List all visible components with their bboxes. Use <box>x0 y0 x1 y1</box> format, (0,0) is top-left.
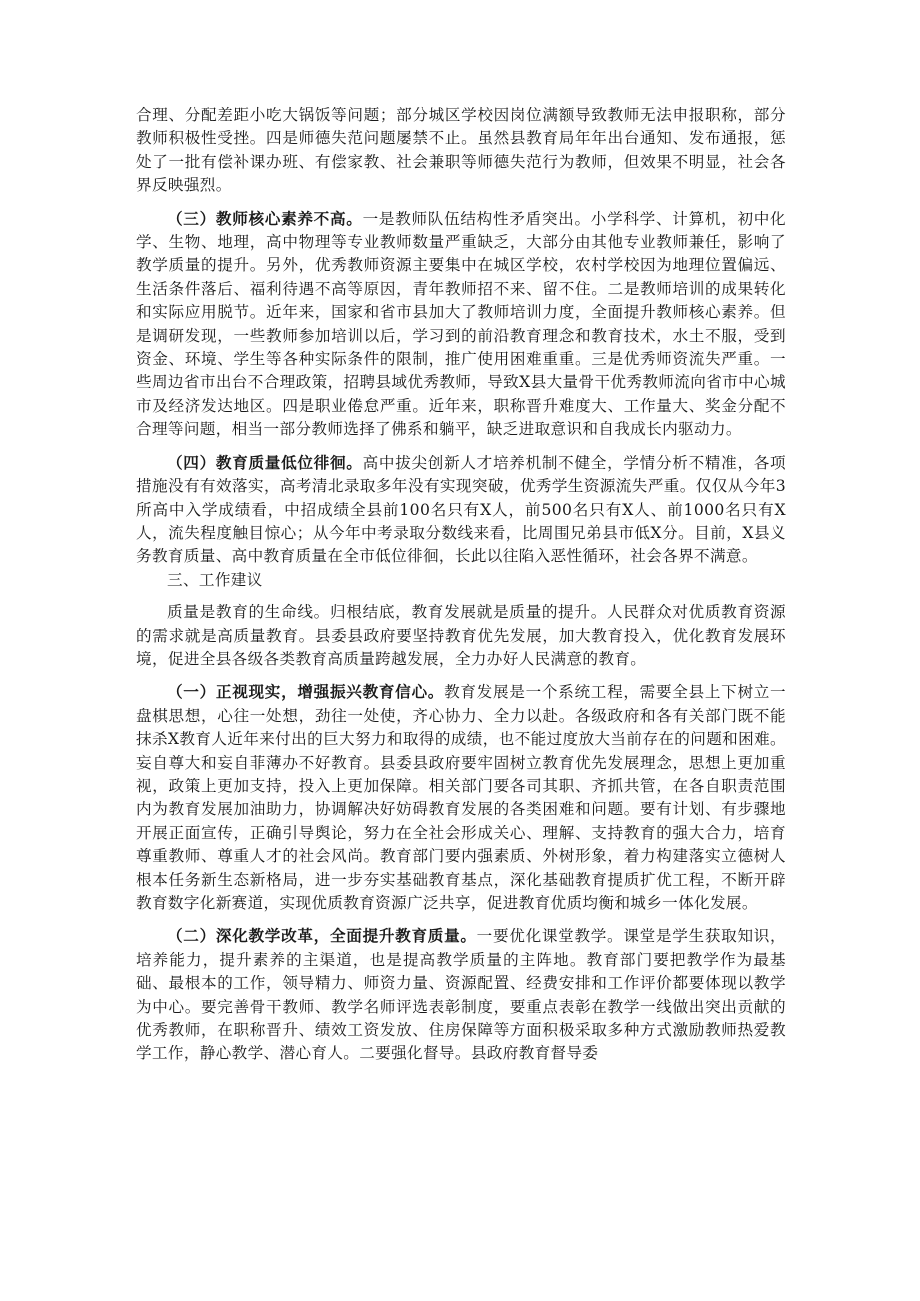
paragraph-education-quality <box>136 451 786 569</box>
subheading-teacher-quality: （三）教师核心素养不高。 <box>167 208 363 228</box>
subheading-teaching-reform: （二）深化教学改革，全面提升教育质量。 <box>167 926 477 946</box>
paragraph-teacher-quality <box>136 207 786 442</box>
document-body <box>136 104 786 1066</box>
paragraph-text: 教育发展是一个系统工程，需要全县上下树立一盘棋思想，心往一处想，劲往一处使，齐心协力、全力以赴。各级政府和各有关部门既不能抹杀X教育人近年来付出的巨大努力和取得的成绩，也不能过度放大当前存在的问题和困难。妄自尊大和妄自菲薄办不好教育。县委县政府要牢固树立教育优先发展理念，思想上更加重视，政策上更加支持，投入上更加保障。相关部门要各司其职、齐抓共管，在各自职责范围内为教育发展加油助力，协调解决好妨碍教育发展的各类困难和问题。要有计划、有步骤地开展正面宣传，正确引导舆论，努力在全社会形成关心、理解、支持教育的强大合力，培育尊重教师、尊重人才的社会风尚。教育部门要内强素质、外树形象，着力构建落实立德树人根本任务新生态新格局，进一步夯实基础教育基点，深化基础教育提质扩优工程，不断开辟教育数字化新赛道，实现优质教育资源广泛共享，促进教育优质均衡和城乡一体化发展。 <box>136 683 786 912</box>
paragraph-face-reality <box>136 680 786 915</box>
subheading-education-quality: （四）教育质量低位徘徊。 <box>167 452 363 472</box>
paragraph-text: 高中拔尖创新人才培养机制不健全，学情分析不精准，各项措施没有有效落实，高考清北录取多年没有实现突破，优秀学生资源流失严重。仅仅从今年3所高中入学成绩看，中招成绩全县前100名只有X人，前500名只有X人、前1000名只有X人，流失程度触目惊心；从今年中考录取分数线来看，比周围兄弟县市低X分。目前，X县义务教育质量、高中教育质量在全市低位徘徊，长此以往陷入恶性循环，社会各界不满意。 <box>136 453 786 566</box>
paragraph-continued: 合理、分配差距小吃大锅饭等问题；部分城区学校因岗位满额导致教师无法申报职称，部分教师积极性受挫。四是师德失范问题屡禁不止。虽然县教育局年年出台通知、发布通报，惩处了一批有偿补课办班、有偿家教、社会兼职等师德失范行为教师，但效果不明显，社会各界反映强烈。 <box>136 106 786 195</box>
paragraph-text: 一是教师队伍结构性矛盾突出。小学科学、计算机，初中化学、生物、地理，高中物理等专业教师数量严重缺乏，大部分由其他专业教师兼任，影响了教学质量的提升。另外，优秀教师资源主要集中在城区学校，农村学校因为地理位置偏远、生活条件落后、福利待遇不高等原因，青年教师招不来、留不住。二是教师培训的成果转化和实际应用脱节。近年来，国家和省市县加大了教师培训力度，全面提升教师核心素养。但是调研发现，一些教师参加培训以后，学习到的前沿教育理念和教育技术，水土不服，受到资金、环境、学生等各种实际条件的限制，推广使用困难重重。三是优秀师资流失严重。一些周边省市出台不合理政策，招聘县域优秀教师，导致X县大量骨干优秀教师流向省市中心城市及经济发达地区。四是职业倦怠严重。近年来，职称晋升难度大、工作量大、奖金分配不合理等问题，相当一部分教师选择了佛系和躺平，缺乏进取意识和自我成长内驱动力。 <box>136 209 786 439</box>
paragraph-teaching-reform <box>136 924 786 1065</box>
paragraph-quality-intro: 质量是教育的生命线。归根结底，教育发展就是质量的提升。人民群众对优质教育资源的需求就是高质量教育。县委县政府要坚持教育优先发展，加大教育投入，优化教育发展环境，促进全县各级各类教育高质量跨越发展，全力办好人民满意的教育。 <box>136 603 786 668</box>
subheading-face-reality: （一）正视现实，增强振兴教育信心。 <box>167 682 445 702</box>
paragraph-text: 一要优化课堂教学。课堂是学生获取知识，培养能力，提升素养的主渠道，也是提高教学质量的主阵地。教育部门要把教学作为最基础、最根本的工作，领导精力、师资力量、资源配置、经费安排和工作评价都要体现以教学为中心。要完善骨干教师、教学名师评选表彰制度，要重点表彰在教学一线做出突出贡献的优秀教师，在职称晋升、绩效工资发放、住房保障等方面积极采取多种方式激励教师热爱教学工作，静心教学、潜心育人。二要强化督导。县政府教育督导委 <box>136 927 786 1063</box>
section-heading-work-suggestions: 三、工作建议 <box>167 570 263 589</box>
